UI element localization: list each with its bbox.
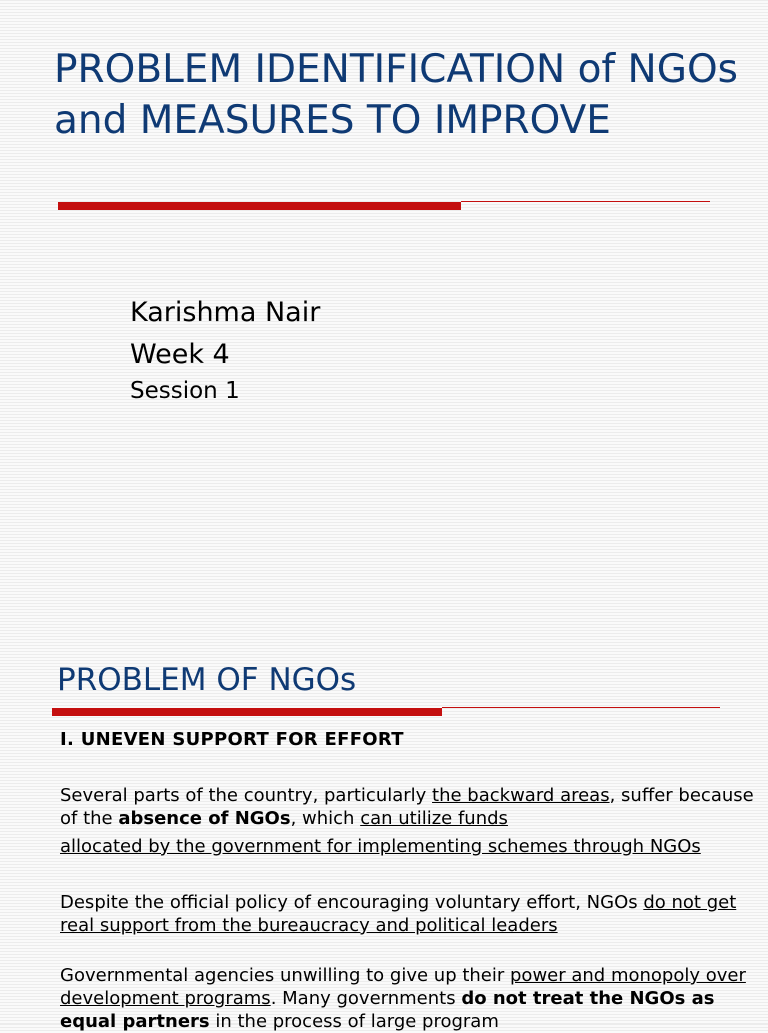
paragraph-2 bbox=[60, 891, 760, 937]
paragraph-text: in the process of large program bbox=[209, 1011, 499, 1032]
paragraph-text: Governmental agencies unwilling to give up their bbox=[60, 965, 510, 986]
slide-2 bbox=[0, 640, 768, 1032]
slide-title: PROBLEM IDENTIFICATION of NGOs and MEASURES TO IMPROVE bbox=[54, 47, 738, 143]
paragraph-1-continued bbox=[60, 835, 760, 858]
underlined-phrase: can utilize funds bbox=[360, 808, 508, 829]
author-name: Karishma Nair bbox=[130, 297, 321, 328]
paragraph-3 bbox=[60, 964, 760, 1033]
paragraph-text: , suffer because of the bbox=[60, 785, 754, 829]
session-label: Session 1 bbox=[130, 378, 240, 404]
title-underline-thin bbox=[442, 707, 720, 708]
paragraph-text: Despite the official policy of encouraging voluntary effort, NGOs bbox=[60, 892, 644, 913]
bold-phrase: do not treat the NGOs as equal partners bbox=[60, 988, 715, 1032]
underlined-phrase: allocated by the government for implementing schemes through NGOs bbox=[60, 836, 701, 857]
underlined-phrase: do not get real support from the bureaucracy and political leaders bbox=[60, 892, 737, 936]
title-underline-thick bbox=[58, 202, 461, 210]
section-heading: I. UNEVEN SUPPORT FOR EFFORT bbox=[60, 729, 404, 750]
underlined-phrase: the backward areas bbox=[432, 785, 610, 806]
slide-title: PROBLEM OF NGOs bbox=[57, 662, 357, 698]
subtitle-block bbox=[130, 292, 320, 406]
week-label: Week 4 bbox=[130, 339, 230, 370]
bold-phrase: absence of NGOs bbox=[118, 808, 291, 829]
paragraph-text: Several parts of the country, particularly bbox=[60, 785, 433, 806]
paragraph-1 bbox=[60, 784, 760, 830]
paragraph-text: . Many governments bbox=[270, 988, 462, 1009]
paragraph-text: , which bbox=[290, 808, 361, 829]
title-underline-thin bbox=[461, 201, 710, 202]
title-underline-thick bbox=[52, 708, 442, 716]
underlined-phrase: power and monopoly over development programs bbox=[60, 965, 746, 1009]
